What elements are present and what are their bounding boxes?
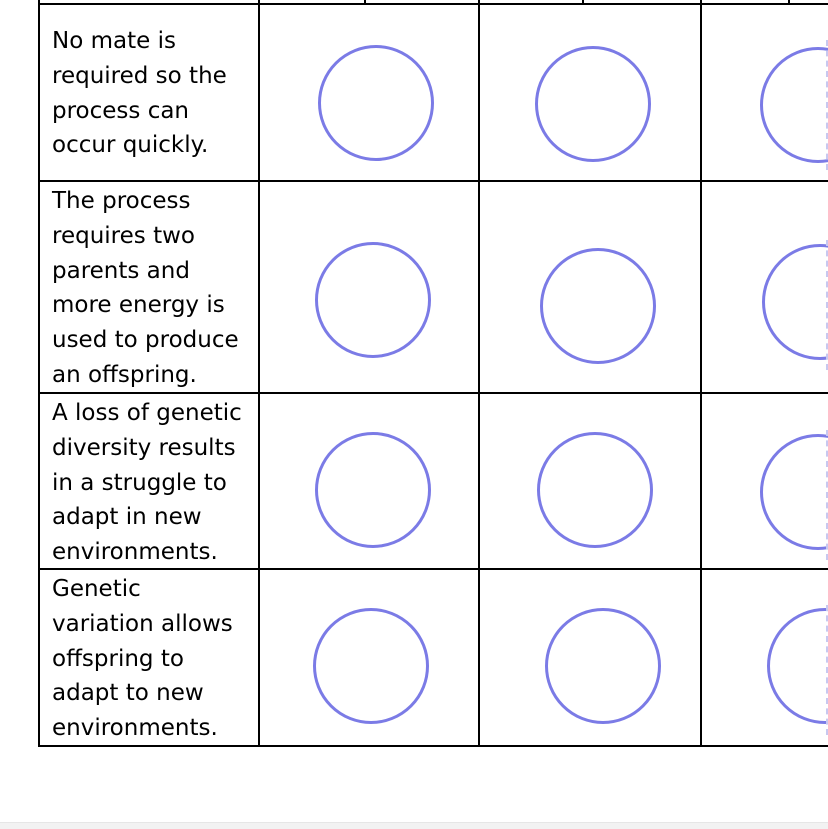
table-column-divider xyxy=(478,0,480,747)
clipped-edge-marker xyxy=(822,430,828,560)
statement-text: The process requires two parents and more energy is used to produce an offspring. xyxy=(52,188,239,388)
radio-option[interactable] xyxy=(540,248,656,364)
table-column-divider xyxy=(258,0,260,747)
clipped-edge-marker xyxy=(822,240,828,370)
table-border-left xyxy=(38,0,40,747)
radio-option[interactable] xyxy=(315,242,431,358)
table-column-divider xyxy=(700,0,702,747)
statement-text: No mate is required so the process can occur quickly. xyxy=(52,28,227,159)
radio-option[interactable] xyxy=(315,432,431,548)
radio-option[interactable] xyxy=(760,47,828,163)
bottom-scroll-area xyxy=(0,822,828,829)
radio-option[interactable] xyxy=(545,608,661,724)
table-row-divider xyxy=(38,180,828,182)
radio-option[interactable] xyxy=(535,46,651,162)
table-row-divider xyxy=(38,3,828,5)
radio-option[interactable] xyxy=(767,608,828,724)
clipped-edge-marker xyxy=(822,605,828,735)
statement-text: Genetic variation allows offspring to adapt to new environments. xyxy=(52,576,233,742)
radio-option[interactable] xyxy=(760,434,828,550)
radio-option[interactable] xyxy=(313,608,429,724)
statement-text: A loss of genetic diversity results in a struggle to adapt in new environments. xyxy=(52,400,242,566)
radio-option[interactable] xyxy=(537,432,653,548)
radio-option[interactable] xyxy=(318,45,434,161)
clipped-edge-marker xyxy=(822,40,828,170)
radio-option[interactable] xyxy=(762,244,828,360)
